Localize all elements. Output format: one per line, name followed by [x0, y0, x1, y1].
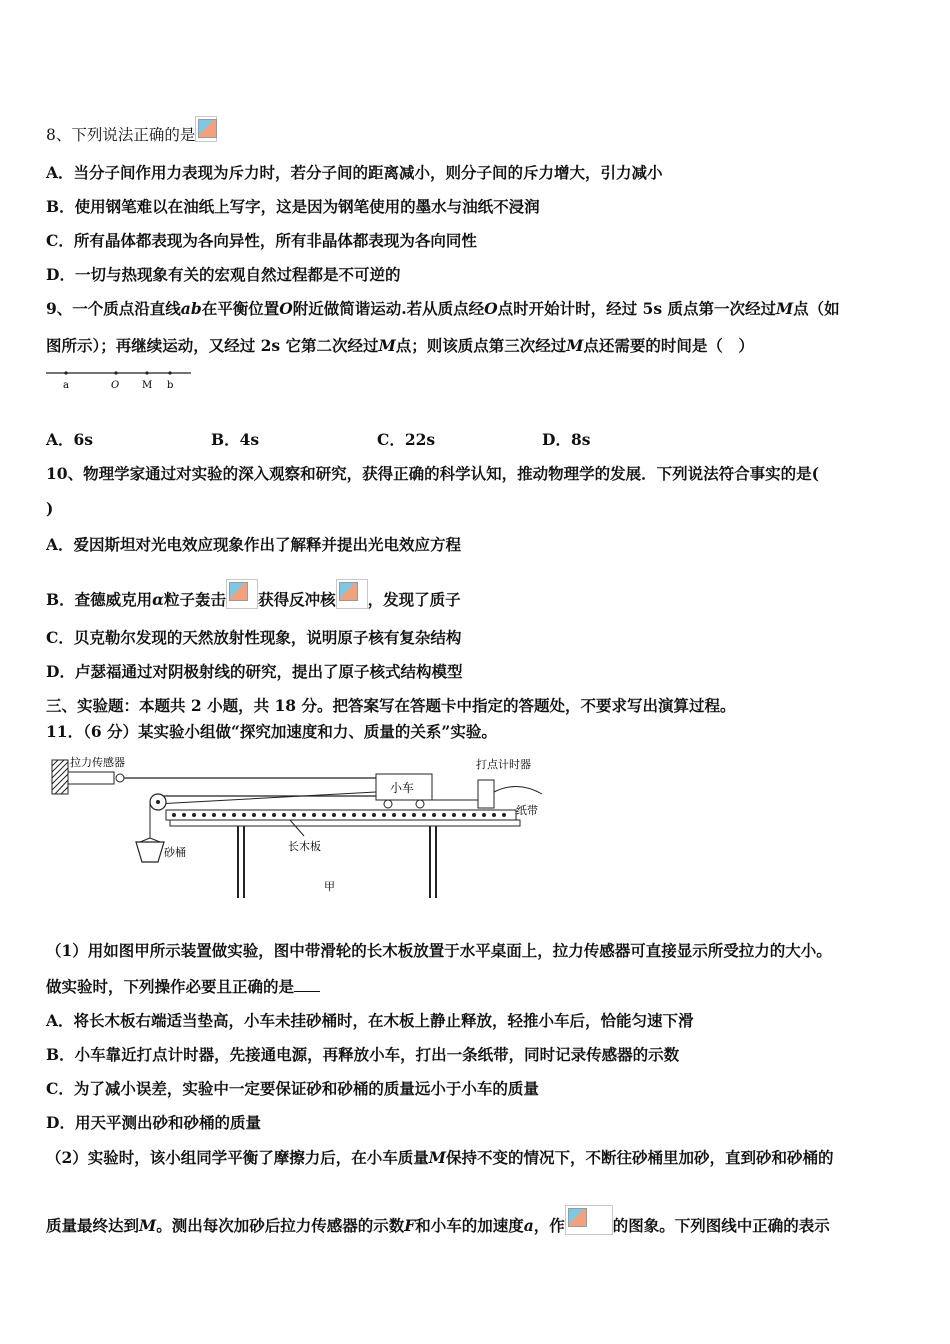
- q11-part1-option-a: A．将长木板右端适当垫高，小车未挂砂桶时，在木板上静止释放，轻推小车后，恰能匀速下滑: [46, 1011, 694, 1030]
- q11-part1-option-c: C．为了减小误差，实验中一定要保证砂和砂桶的质量远小于小车的质量: [46, 1079, 539, 1098]
- q9-stem-line1: 9、一个质点沿直线ab在平衡位置O附近做简谐运动.若从质点经O点时开始计时，经过 5s 质点第一次经过M点（如: [46, 299, 840, 318]
- q9-line-figure: [46, 366, 196, 392]
- broken-image-icon: [226, 579, 258, 609]
- q10-stem-line1: 10、物理学家通过对实验的深入观察和研究，获得正确的科学认知，推动物理学的发展．下列说法符合事实的是(: [46, 464, 819, 483]
- q11-part1-option-b: B．小车靠近打点计时器，先接通电源，再释放小车，打出一条纸带，同时记录传感器的示数: [46, 1045, 680, 1064]
- q9-label-m: M: [142, 380, 153, 391]
- q10-option-d: D．卢瑟福通过对阴极射线的研究，提出了原子核式结构模型: [46, 662, 463, 681]
- q8-option-c: C．所有晶体都表现为各向异性，所有非晶体都表现为各向同性: [46, 231, 477, 250]
- q11-apparatus-figure: [48, 752, 558, 902]
- label-long-board: 长木板: [288, 840, 321, 853]
- broken-image-icon: [336, 579, 368, 609]
- label-cart: 小车: [390, 781, 415, 795]
- q9-label-b: b: [167, 380, 174, 391]
- q8-option-b: B．使用钢笔难以在油纸上写字，这是因为钢笔使用的墨水与油纸不浸润: [46, 197, 540, 216]
- q11-part2-line2: 质量最终达到M。测出每次加砂后拉力传感器的示数F和小车的加速度a，作 的图象。下列图线中正确的表示: [46, 1205, 830, 1236]
- broken-image-icon: [195, 116, 217, 142]
- q8-stem: [46, 116, 217, 145]
- q8-option-a: A．当分子间作用力表现为斥力时，若分子间的距离减小，则分子间的斥力增大，引力减小: [46, 163, 663, 182]
- section-3-heading: 三、实验题：本题共 2 小题，共 18 分。把答案写在答题卡中指定的答题处，不要求写出演算过程。: [46, 696, 736, 715]
- q8-option-d: D．一切与热现象有关的宏观自然过程都是不可逆的: [46, 265, 401, 284]
- q11-part1-option-d: D．用天平测出砂和砂桶的质量: [46, 1113, 261, 1132]
- q10-option-a: A．爱因斯坦对光电效应现象作出了解释并提出光电效应方程: [46, 535, 462, 554]
- q10-option-c: C．贝克勒尔发现的天然放射性现象，说明原子核有复杂结构: [46, 628, 462, 647]
- q9-label-a: a: [63, 380, 69, 391]
- q10-option-b: B．查德威克用α粒子轰击 获得反冲核 ，发现了质子: [46, 579, 461, 610]
- answer-blank: [294, 977, 320, 992]
- label-sand-bucket: 砂桶: [164, 846, 186, 859]
- q10-stem-line2: ): [46, 499, 54, 518]
- q9-option-a: A．6s: [46, 430, 94, 449]
- q8-stem-text: 8、下列说法正确的是: [46, 126, 196, 144]
- label-timer: 打点计时器: [476, 758, 531, 771]
- q11-part1-line1: （1）用如图甲所示装置做实验，图中带滑轮的长木板放置于水平桌面上，拉力传感器可直接显示所受拉力的大小。: [46, 941, 832, 960]
- broken-image-icon: [565, 1205, 613, 1235]
- q11-stem: 11．（6 分）某实验小组做“探究加速度和力、质量的关系”实验。: [46, 722, 497, 741]
- q9-stem-line2: 图所示）；再继续运动，又经过 2s 它第二次经过M点；则该质点第三次经过M点还需要的时间是（ ）: [46, 336, 754, 355]
- q11-part2-line1: （2）实验时，该小组同学平衡了摩擦力后，在小车质量M保持不变的情况下，不断往砂桶里加砂，直到砂和砂桶的: [46, 1148, 834, 1167]
- label-force-sensor: 拉力传感器: [70, 756, 125, 769]
- figure-caption: 甲: [324, 880, 335, 893]
- q9-option-d: D．8s: [542, 430, 591, 449]
- q9-option-b: B．4s: [211, 430, 260, 449]
- q11-part1-line2: 做实验时，下列操作必要且正确的是: [46, 975, 320, 997]
- q9-options: [46, 428, 590, 450]
- q9-label-o: O: [111, 380, 120, 391]
- label-paper-tape: 纸带: [516, 804, 538, 817]
- q9-option-c: C．22s: [377, 430, 436, 449]
